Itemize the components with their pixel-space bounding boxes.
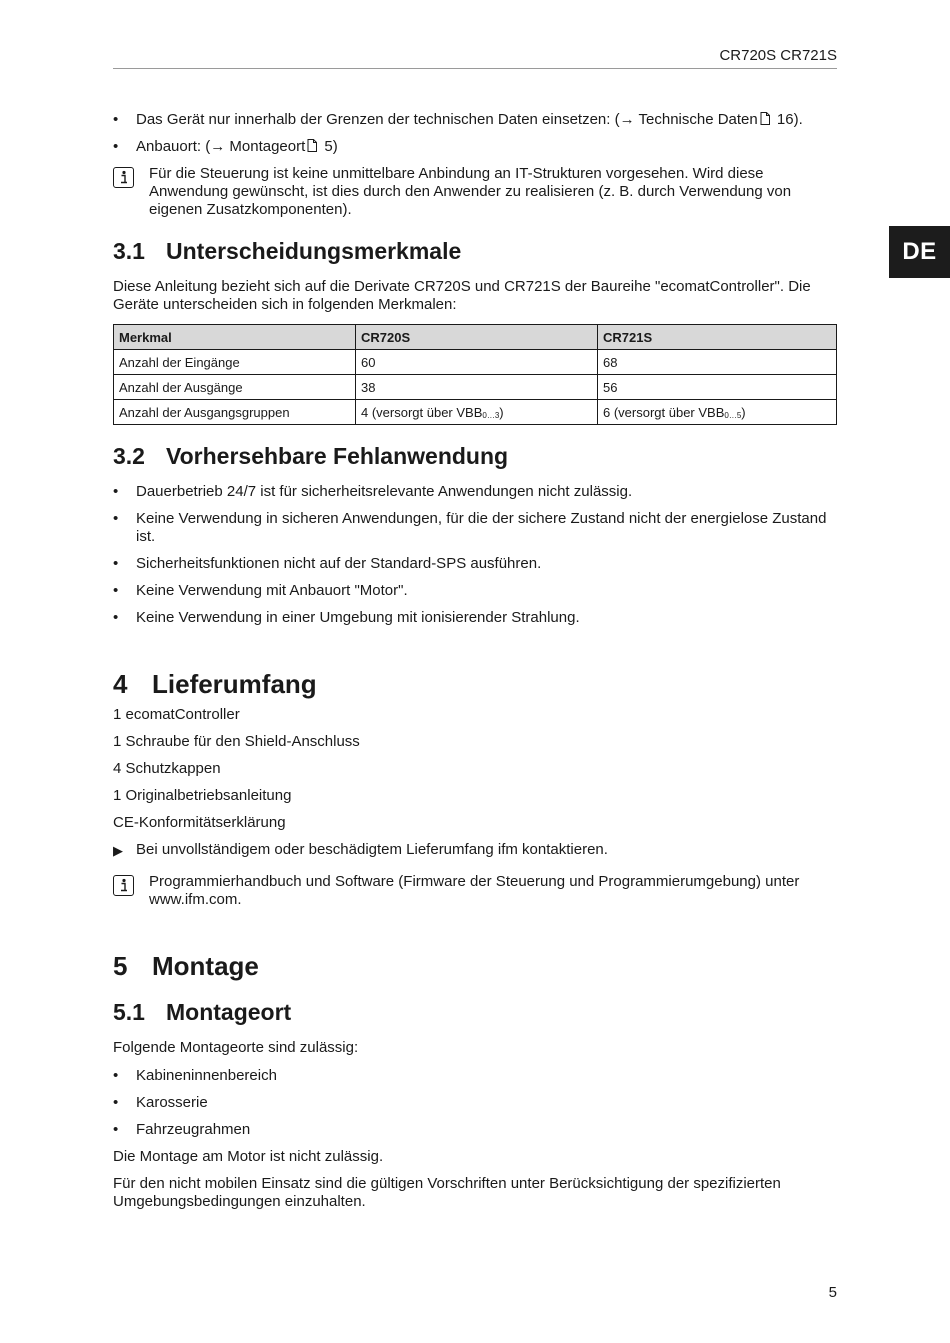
info-note xyxy=(113,873,837,909)
section-text: Die Montage am Motor ist nicht zulässig. xyxy=(113,1148,384,1165)
delivery-item: 4 Schutzkappen xyxy=(113,760,221,777)
table-cell: Anzahl der Eingänge xyxy=(114,350,356,375)
bullet-dot: • xyxy=(113,555,119,572)
arrow-icon: → xyxy=(619,111,635,128)
table-cell: 4 (versorgt über $VBB_{0\dots 3}$) xyxy=(356,400,598,425)
list-item: • Fahrzeugrahmen xyxy=(113,1121,251,1138)
bullet-dot: • xyxy=(113,1121,119,1138)
table-header-row xyxy=(114,325,837,350)
cross-reference-link[interactable]: Montageort xyxy=(225,138,306,155)
table-header-cell: CR720S xyxy=(356,325,598,350)
page-reference-icon xyxy=(307,139,317,152)
list-item: • Keine Verwendung in sicheren Anwendungen, für die der sichere Zustand nicht der energielose Zustand ist. xyxy=(113,510,827,545)
table-cell: 38 xyxy=(356,375,598,400)
language-tab: DE xyxy=(889,226,950,278)
table-header-cell: Merkmal xyxy=(114,325,356,350)
chapter-heading: 4 Lieferumfang xyxy=(113,669,317,699)
bullet-dot: • xyxy=(113,510,119,527)
page-reference-icon xyxy=(760,112,770,125)
table-row xyxy=(114,400,837,425)
list-item: • Dauerbetrieb 24/7 ist für sicherheitsrelevante Anwendungen nicht zulässig. xyxy=(113,483,633,500)
cross-reference-link[interactable]: Technische Daten xyxy=(634,111,758,128)
header-title: CR720S CR721S xyxy=(719,47,837,64)
table-cell: 6 (versorgt über $VBB_{0\dots 5}$) xyxy=(598,400,837,425)
list-item: • Karosserie xyxy=(113,1094,208,1111)
list-item: • Kabineninnenbereich xyxy=(113,1067,277,1084)
list-item: • Das Gerät nur innerhalb der Grenzen der technischen Daten einsetzen: (→ Technische Daten 16). xyxy=(113,111,803,128)
bullet-dot: • xyxy=(113,1094,119,1111)
misuse-bullet-list xyxy=(113,483,837,627)
list-item: • Sicherheitsfunktionen nicht auf der Standard-SPS ausführen. xyxy=(113,555,542,572)
action-instruction: ▶ Bei unvollständigem oder beschädigtem Lieferumfang ifm kontaktieren. xyxy=(113,841,608,858)
list-item: • Keine Verwendung mit Anbauort "Motor". xyxy=(113,582,408,599)
info-icon xyxy=(113,875,134,896)
table-cell: Anzahl der Ausgänge xyxy=(114,375,356,400)
section-heading: 5.1 Montageort xyxy=(113,999,292,1025)
info-icon xyxy=(113,167,134,188)
table-cell: 68 xyxy=(598,350,837,375)
intro-bullet-list xyxy=(113,111,837,156)
list-item: • Anbauort: (→ Montageort 5) xyxy=(113,138,338,155)
delivery-item: 1 ecomatController xyxy=(113,706,240,723)
table-cell: 56 xyxy=(598,375,837,400)
bullet-dot: • xyxy=(113,111,119,128)
location-bullet-list xyxy=(113,1067,837,1139)
page-content xyxy=(113,111,837,1211)
list-item: • Keine Verwendung in einer Umgebung mit ionisierender Strahlung. xyxy=(113,609,580,626)
info-note xyxy=(113,165,837,219)
section-heading: 3.2 Vorhersehbare Fehlanwendung xyxy=(113,443,509,469)
bullet-dot: • xyxy=(113,138,119,155)
bullet-dot: • xyxy=(113,582,119,599)
section-text: Diese Anleitung bezieht sich auf die Derivate CR720S und CR721S der Baureihe "ecomatController". Die Geräte unterscheiden sich in folgenden Merkmalen: xyxy=(113,278,811,313)
page-header xyxy=(113,44,837,69)
section-text: Für den nicht mobilen Einsatz sind die gültigen Vorschriften unter Berücksichtigung der spezifizierten Umgebungsbedingungen einzuhalten. xyxy=(113,1175,781,1210)
section-text: Folgende Montageorte sind zulässig: xyxy=(113,1039,359,1056)
table-cell: 60 xyxy=(356,350,598,375)
bullet-dot: • xyxy=(113,609,119,626)
bullet-dot: • xyxy=(113,1067,119,1084)
table-header-cell: CR721S xyxy=(598,325,837,350)
info-note-text: Für die Steuerung ist keine unmittelbare Anbindung an IT-Strukturen vorgesehen. Wird diese Anwendung gewünscht, ist dies durch den Anwender zu realisieren (z. B. durch Verwendung von eigenen Zusatzkomponenten). xyxy=(149,165,792,218)
info-note-text: Programmierhandbuch und Software (Firmware der Steuerung und Programmierumgebung) unter www.ifm.com. xyxy=(149,873,800,908)
feature-table xyxy=(113,324,837,425)
delivery-item: 1 Schraube für den Shield-Anschluss xyxy=(113,733,360,750)
table-row xyxy=(114,375,837,400)
page-number: 5 xyxy=(828,1284,837,1301)
bullet-dot: • xyxy=(113,483,119,500)
delivery-item: CE-Konformitätserklärung xyxy=(113,814,286,831)
delivery-item: 1 Originalbetriebsanleitung xyxy=(113,787,292,804)
chapter-heading: 5 Montage xyxy=(113,951,259,981)
table-cell: Anzahl der Ausgangsgruppen xyxy=(114,400,356,425)
table-row xyxy=(114,350,837,375)
arrow-icon: → xyxy=(210,138,226,155)
action-arrow-icon: ▶ xyxy=(113,843,123,858)
section-heading: 3.1 Unterscheidungsmerkmale xyxy=(113,238,462,264)
